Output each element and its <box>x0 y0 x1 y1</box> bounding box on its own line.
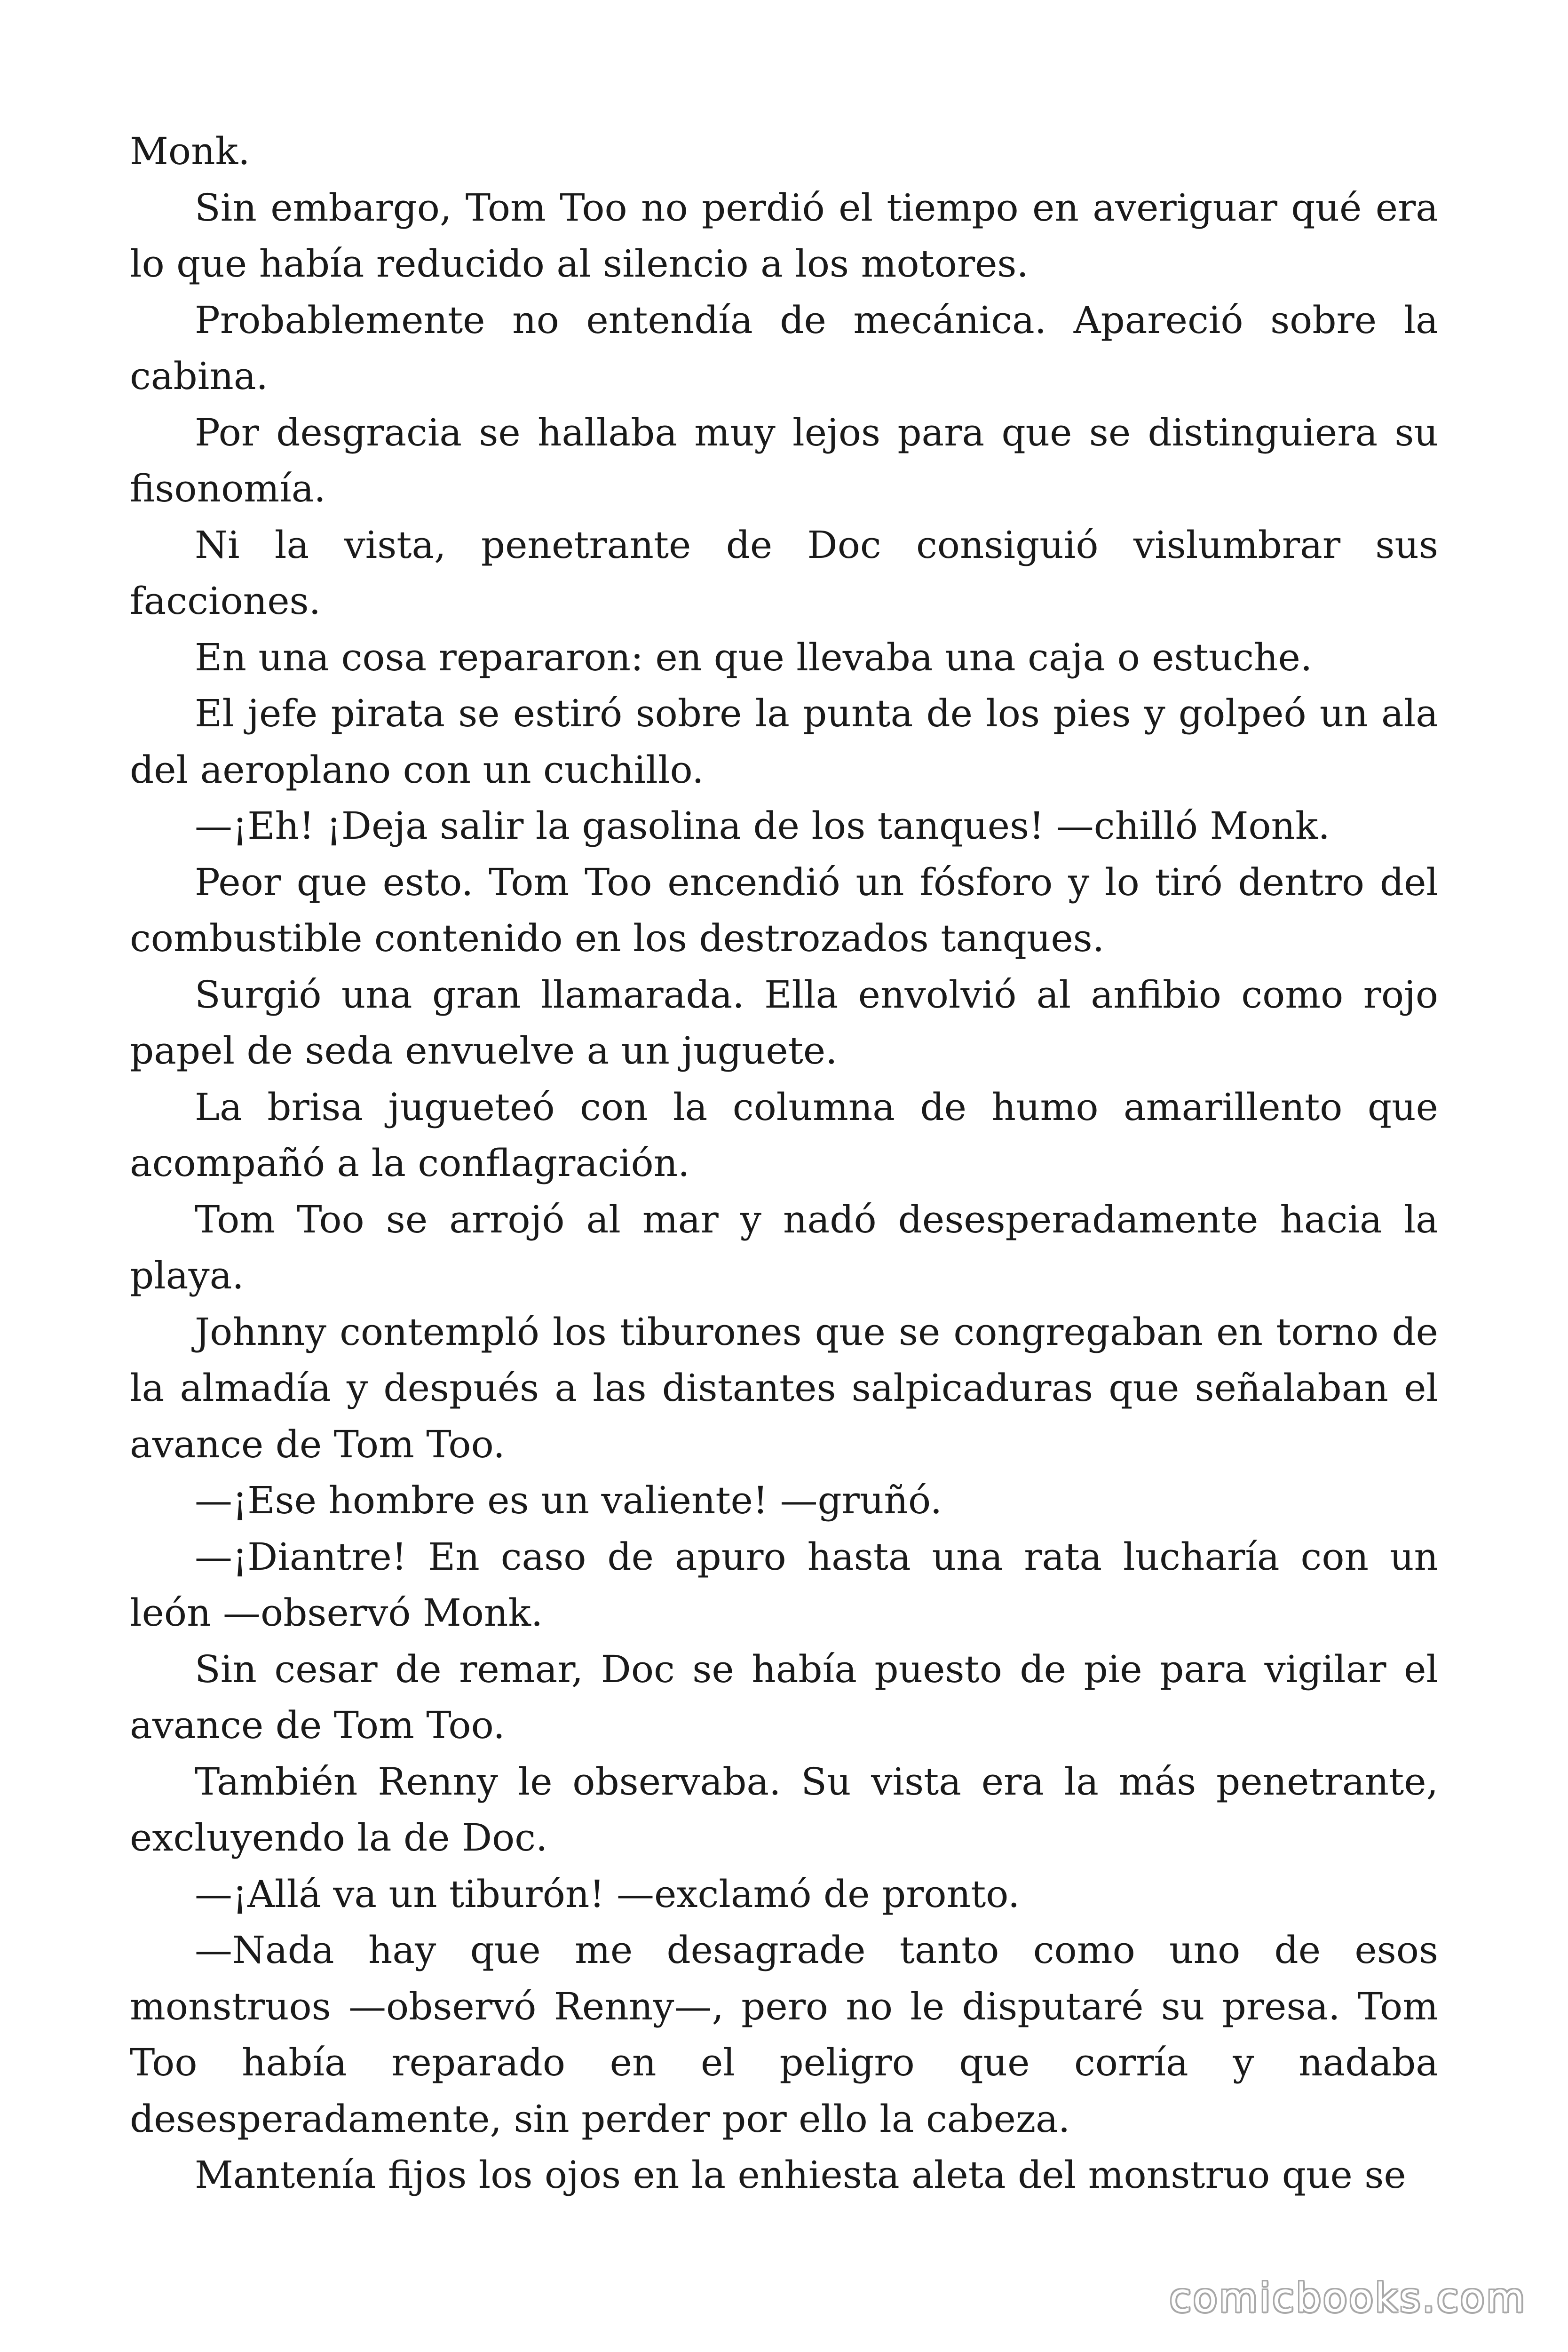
paragraph-15: —¡Diantre! En caso de apuro hasta una rata lucharía con un león —observó Monk. <box>130 1534 1438 1635</box>
paragraph-10: Surgió una gran llamarada. Ella envolvió al anfibio como rojo papel de seda envuelve a un juguete. <box>130 972 1438 1073</box>
paragraph-7: El jefe pirata se estiró sobre la punta de los pies y golpeó un ala del aeroplano con un cuchillo. <box>130 691 1438 792</box>
paragraph-2: Sin embargo, Tom Too no perdió el tiempo en averiguar qué era lo que había reducido al silencio a los motores. <box>130 185 1438 286</box>
book-page-text <box>130 123 1438 2240</box>
paragraph-20: Mantenía fijos los ojos en la enhiesta aleta del monstruo que se <box>195 2153 1406 2197</box>
paragraph-9: Peor que esto. Tom Too encendió un fósforo y lo tiró dentro del combustible contenido en los destrozados tanques. <box>130 860 1438 960</box>
site-watermark: comicbooks.com <box>1169 2275 1527 2321</box>
paragraph-18: —¡Allá va un tiburón! —exclamó de pronto. <box>195 1872 1020 1916</box>
paragraph-4: Por desgracia se hallaba muy lejos para que se distinguiera su fisonomía. <box>130 410 1438 510</box>
paragraph-11: La brisa jugueteó con la columna de humo amarillento que acompañó a la conflagración. <box>130 1085 1438 1185</box>
paragraph-19: —Nada hay que me desagrade tanto como uno de esos monstruos —observó Renny—, pero no le disputaré su presa. Tom Too había reparado en el peligro que corría y nadaba desesperadamente, sin perder por ello la cabeza. <box>130 1928 1438 2141</box>
paragraph-12: Tom Too se arrojó al mar y nadó desesperadamente hacia la playa. <box>130 1197 1438 1297</box>
paragraph-5: Ni la vista, penetrante de Doc consiguió vislumbrar sus facciones. <box>130 523 1438 623</box>
paragraph-1: Monk. <box>130 129 250 173</box>
paragraph-8: —¡Eh! ¡Deja salir la gasolina de los tanques! —chilló Monk. <box>195 804 1330 848</box>
paragraph-6: En una cosa repararon: en que llevaba una caja o estuche. <box>195 635 1313 679</box>
paragraph-17: También Renny le observaba. Su vista era la más penetrante, excluyendo la de Doc. <box>130 1759 1438 1859</box>
paragraph-3: Probablemente no entendía de mecánica. Apareció sobre la cabina. <box>130 298 1438 398</box>
paragraph-14: —¡Ese hombre es un valiente! —gruñó. <box>195 1478 942 1522</box>
paragraph-16: Sin cesar de remar, Doc se había puesto de pie para vigilar el avance de Tom Too. <box>130 1647 1438 1747</box>
paragraph-13: Johnny contempló los tiburones que se congregaban en torno de la almadía y después a las distantes salpicaduras que señalaban el avance de Tom Too. <box>130 1310 1438 1466</box>
